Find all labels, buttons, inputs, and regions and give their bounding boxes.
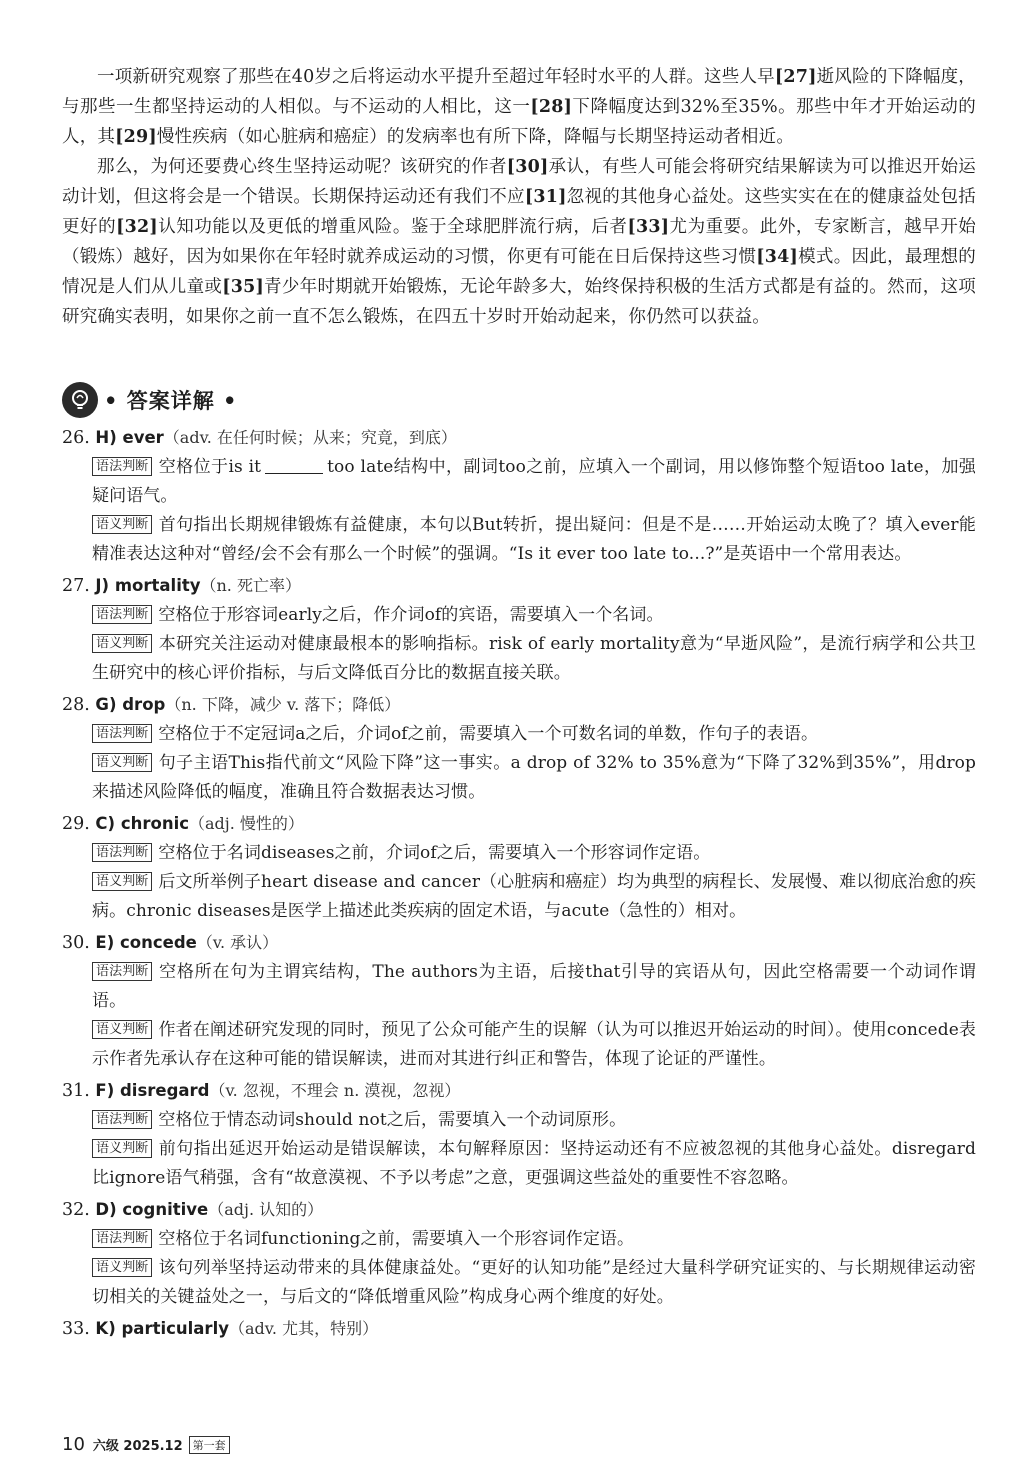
grammar-tag: 语法判断 bbox=[92, 457, 152, 476]
answer-heading bbox=[62, 928, 976, 958]
blank-number: [33] bbox=[627, 217, 670, 237]
grammar-tag: 语法判断 bbox=[92, 843, 152, 862]
answer-word: G) drop bbox=[95, 695, 166, 714]
answer-gloss: （adv. 在任何时候；从来；究竟，到底） bbox=[163, 428, 457, 447]
answer-item bbox=[62, 1314, 976, 1344]
semantic-tag: 语义判断 bbox=[92, 872, 152, 891]
translation-text: 模式。因此，最理想的情况是人们从儿童或 bbox=[62, 247, 977, 297]
translation-text: 承认，有些人可能会将研究结果解读为可以推迟开始运动计划，但这将会是一个错误。长期保持运动还有我们不应 bbox=[62, 157, 976, 207]
answer-heading bbox=[62, 690, 976, 720]
answer-number: 32. bbox=[62, 1200, 90, 1220]
grammar-text: 空格位于形容词early之后，作介词of的宾语，需要填入一个名词。 bbox=[158, 605, 664, 625]
grammar-tag: 语法判断 bbox=[92, 1110, 152, 1129]
lightbulb-icon bbox=[62, 382, 98, 418]
answer-word: K) particularly bbox=[95, 1319, 229, 1338]
answer-number: 29. bbox=[62, 814, 90, 834]
blank-line bbox=[265, 459, 323, 474]
grammar-text: 空格位于情态动词should not之后，需要填入一个动词原形。 bbox=[158, 1110, 627, 1130]
blank-number: [27] bbox=[774, 67, 817, 87]
answer-item bbox=[62, 423, 976, 569]
grammar-analysis bbox=[92, 720, 976, 749]
answer-section-heading bbox=[62, 380, 237, 420]
answer-word: C) chronic bbox=[95, 814, 189, 833]
answer-number: 33. bbox=[62, 1319, 90, 1339]
translation-paragraph-2 bbox=[62, 152, 976, 332]
semantic-analysis bbox=[92, 868, 976, 926]
answer-number: 27. bbox=[62, 576, 90, 596]
answer-gloss: （adj. 慢性的） bbox=[189, 814, 304, 833]
answer-heading bbox=[62, 571, 976, 601]
page-footer bbox=[62, 1434, 230, 1455]
translation-text: 慢性疾病（如心脏病和癌症）的发病率也有所下降，降幅与长期坚持运动者相近。 bbox=[156, 127, 795, 147]
grammar-tag: 语法判断 bbox=[92, 962, 152, 981]
answer-number: 28. bbox=[62, 695, 90, 715]
answer-word: D) cognitive bbox=[95, 1200, 209, 1219]
answer-word: F) disregard bbox=[95, 1081, 210, 1100]
translation-text: 尤为重要。此外，专家断言，越早开始（锻炼）越好，因为如果你在年轻时就养成运动的习惯，你更有可能在日后保持这些习惯 bbox=[62, 217, 976, 267]
set-label: 第一套 bbox=[189, 1436, 230, 1454]
semantic-text: 该句列举坚持运动带来的具体健康益处。“更好的认知功能”是经过大量科学研究证实的、与长期规律运动密切相关的关键益处之一，与后文的“降低增重风险”构成身心两个维度的好处。 bbox=[92, 1258, 976, 1307]
grammar-analysis bbox=[92, 1106, 976, 1135]
answer-heading bbox=[62, 423, 976, 453]
grammar-analysis bbox=[92, 958, 976, 1016]
grammar-analysis bbox=[92, 1225, 976, 1254]
answer-gloss: （adj. 认知的） bbox=[208, 1200, 324, 1219]
semantic-text: 句子主语This指代前文“风险下降”这一事实。a drop of 32% to 35%意为“下降了32%到35%”，用drop来描述风险降低的幅度，准确且符合数据表达习惯。 bbox=[92, 753, 976, 802]
grammar-text: too late结构中，副词too之前，应填入一个副词，用以修饰整个短语too late，加强疑问语气。 bbox=[92, 457, 977, 506]
answer-gloss: （adv. 尤其，特别） bbox=[229, 1319, 379, 1338]
answer-gloss: （n. 下降，减少 v. 落下；降低） bbox=[165, 695, 401, 714]
answer-gloss: （v. 忽视，不理会 n. 漠视，忽视） bbox=[209, 1081, 461, 1100]
exam-label: 六级 2025.12 bbox=[92, 1439, 183, 1454]
semantic-tag: 语义判断 bbox=[92, 753, 152, 772]
translation-text: 逝风险的下降幅度，与那些一生都坚持运动的人相似。与不运动的人相比，这一 bbox=[62, 67, 976, 117]
answer-item bbox=[62, 690, 976, 807]
semantic-analysis bbox=[92, 630, 976, 688]
semantic-text: 首句指出长期规律锻炼有益健康，本句以But转折，提出疑问：但是不是……开始运动太晚了？填入ever能精准表达这种对“曾经/会不会有那么一个时候”的强调。“Is it ever too late to...?”是英语中一个常用表达。 bbox=[92, 515, 976, 564]
semantic-tag: 语义判断 bbox=[92, 515, 152, 534]
answer-gloss: （v. 承认） bbox=[196, 933, 279, 952]
answer-heading bbox=[62, 1314, 976, 1344]
blank-number: [29] bbox=[115, 127, 157, 147]
semantic-tag: 语义判断 bbox=[92, 1020, 152, 1039]
answer-item bbox=[62, 928, 976, 1074]
semantic-analysis bbox=[92, 1135, 976, 1193]
grammar-analysis bbox=[92, 601, 976, 630]
grammar-analysis bbox=[92, 453, 976, 511]
translation-text: 青少年时期就开始锻炼，无论年龄多大，始终保持积极的生活方式都是有益的。然而，这项研究确实表明，如果你之前一直不怎么锻炼，在四五十岁时开始动起来，你仍然可以获益。 bbox=[62, 277, 976, 327]
blank-number: [31] bbox=[524, 187, 567, 207]
section-title: • 答案详解 • bbox=[104, 388, 238, 413]
blank-number: [30] bbox=[506, 157, 549, 177]
answer-word: H) ever bbox=[95, 428, 164, 447]
answer-list bbox=[62, 423, 976, 1346]
answer-heading bbox=[62, 809, 976, 839]
semantic-text: 后文所举例子heart disease and cancer（心脏病和癌症）均为典型的病程长、发展慢、难以彻底治愈的疾病。chronic diseases是医学上描述此类疾病的固定术语，与acute（急性的）相对。 bbox=[92, 872, 976, 921]
answer-heading bbox=[62, 1076, 976, 1106]
semantic-text: 本研究关注运动对健康最根本的影响指标。risk of early mortality意为“早逝风险”，是流行病学和公共卫生研究中的核心评价指标，与后文降低百分比的数据直接关联。 bbox=[92, 634, 976, 683]
grammar-text: 空格位于名词functioning之前，需要填入一个形容词作定语。 bbox=[158, 1229, 635, 1249]
answer-word: J) mortality bbox=[95, 576, 201, 595]
page-number: 10 bbox=[62, 1434, 85, 1455]
translation-text: 一项新研究观察了那些在40岁之后将运动水平提升至超过年轻时水平的人群。这些人早 bbox=[97, 67, 775, 87]
blank-number: [34] bbox=[756, 247, 798, 267]
blank-number: [28] bbox=[530, 97, 573, 117]
semantic-analysis bbox=[92, 749, 976, 807]
answer-heading bbox=[62, 1195, 976, 1225]
answer-number: 30. bbox=[62, 933, 90, 953]
semantic-tag: 语义判断 bbox=[92, 634, 152, 653]
grammar-text: 空格位于不定冠词a之后，介词of之前，需要填入一个可数名词的单数，作句子的表语。 bbox=[158, 724, 819, 744]
grammar-text-pre: 空格位于is it bbox=[158, 457, 262, 477]
translation-text: 那么，为何还要费心终生坚持运动呢？该研究的作者 bbox=[97, 157, 507, 177]
answer-item bbox=[62, 1195, 976, 1312]
grammar-analysis bbox=[92, 839, 976, 868]
translation-passage bbox=[62, 62, 976, 332]
answer-number: 31. bbox=[62, 1081, 90, 1101]
grammar-tag: 语法判断 bbox=[92, 724, 152, 743]
semantic-text: 前句指出延迟开始运动是错误解读，本句解释原因：坚持运动还有不应被忽视的其他身心益处。disregard比ignore语气稍强，含有“故意漠视、不予以考虑”之意，更强调这些益处的重要性不容忽略。 bbox=[92, 1139, 976, 1188]
translation-text: 认知功能以及更低的增重风险。鉴于全球肥胖流行病，后者 bbox=[157, 217, 628, 237]
grammar-text: 空格所在句为主谓宾结构，The authors为主语，后接that引导的宾语从句，因此空格需要一个动词作谓语。 bbox=[92, 962, 976, 1011]
answer-item bbox=[62, 1076, 976, 1193]
answer-number: 26. bbox=[62, 428, 90, 448]
semantic-text: 作者在阐述研究发现的同时，预见了公众可能产生的误解（认为可以推迟开始运动的时间）。使用concede表示作者先承认存在这种可能的错误解读，进而对其进行纠正和警告，体现了论证的严谨性。 bbox=[92, 1020, 976, 1069]
answer-item bbox=[62, 571, 976, 688]
translation-paragraph-1 bbox=[62, 62, 976, 152]
translation-text: 下降幅度达到32%至35%。那些中年才开始运动的人，其 bbox=[62, 97, 976, 147]
grammar-tag: 语法判断 bbox=[92, 1229, 152, 1248]
semantic-analysis bbox=[92, 1016, 976, 1074]
semantic-analysis bbox=[92, 1254, 976, 1312]
semantic-tag: 语义判断 bbox=[92, 1258, 152, 1277]
translation-text: 忽视的其他身心益处。这些实实在在的健康益处包括更好的 bbox=[62, 187, 976, 237]
answer-gloss: （n. 死亡率） bbox=[200, 576, 301, 595]
grammar-text: 空格位于名词diseases之前，介词of之后，需要填入一个形容词作定语。 bbox=[158, 843, 711, 863]
blank-number: [35] bbox=[222, 277, 264, 297]
grammar-tag: 语法判断 bbox=[92, 605, 152, 624]
semantic-analysis bbox=[92, 511, 976, 569]
answer-item bbox=[62, 809, 976, 926]
answer-word: E) concede bbox=[95, 933, 197, 952]
semantic-tag: 语义判断 bbox=[92, 1139, 152, 1158]
blank-number: [32] bbox=[116, 217, 158, 237]
